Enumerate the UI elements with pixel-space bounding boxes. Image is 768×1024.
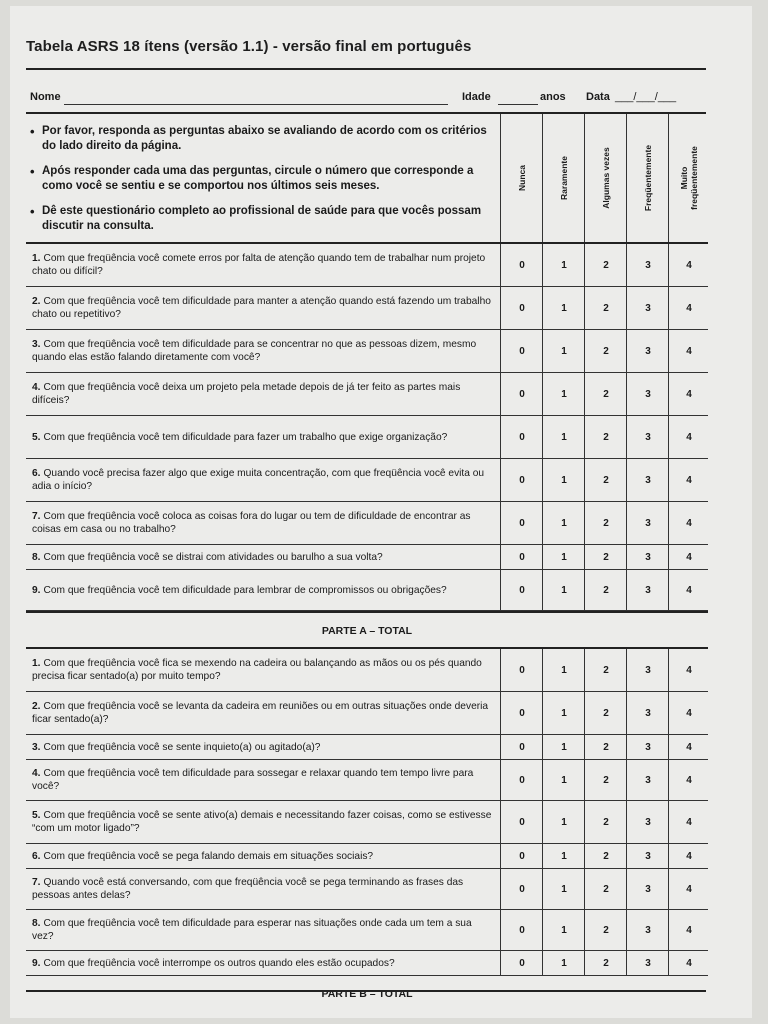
question-number: 5.	[32, 810, 41, 821]
score-option[interactable]: 2	[584, 760, 627, 800]
score-option[interactable]: 4	[668, 416, 709, 458]
score-option[interactable]: 1	[542, 692, 585, 734]
score-option[interactable]: 3	[626, 287, 669, 329]
question-row	[26, 951, 708, 976]
score-option[interactable]: 0	[500, 502, 543, 544]
score-option[interactable]: 3	[626, 373, 669, 415]
name-field[interactable]	[64, 104, 448, 105]
score-option[interactable]: 3	[626, 844, 669, 868]
score-option[interactable]: 2	[584, 570, 627, 610]
score-option[interactable]: 4	[668, 801, 709, 843]
question-number: 9.	[32, 957, 41, 969]
score-option[interactable]: 3	[626, 545, 669, 569]
question-row	[26, 735, 708, 760]
score-option[interactable]: 1	[542, 649, 585, 691]
score-option[interactable]: 1	[542, 951, 585, 975]
score-option[interactable]: 1	[542, 545, 585, 569]
question-text	[32, 459, 494, 501]
score-option[interactable]: 4	[668, 287, 709, 329]
question-number: 6.	[32, 468, 41, 479]
score-option[interactable]: 1	[542, 735, 585, 759]
questionnaire-table	[26, 114, 708, 1010]
score-option[interactable]: 1	[542, 373, 585, 415]
part-a-total: PARTE A – TOTAL	[26, 611, 708, 649]
score-option[interactable]: 2	[584, 459, 627, 501]
score-option[interactable]: 3	[626, 951, 669, 975]
score-option[interactable]: 3	[626, 330, 669, 372]
question-text	[32, 801, 494, 843]
question-label: Com que freqüência você tem dificuldade para fazer um trabalho que exige organização?	[43, 431, 448, 443]
question-text	[32, 760, 494, 800]
score-option[interactable]: 0	[500, 287, 543, 329]
score-option[interactable]: 2	[584, 416, 627, 458]
score-option[interactable]: 2	[584, 502, 627, 544]
score-option[interactable]: 2	[584, 869, 627, 909]
question-text	[32, 287, 494, 329]
question-number: 6.	[32, 850, 41, 862]
question-number: 4.	[32, 382, 41, 393]
score-option[interactable]: 0	[500, 330, 543, 372]
question-row	[26, 373, 708, 416]
score-option[interactable]: 4	[668, 844, 709, 868]
score-option[interactable]: 4	[668, 459, 709, 501]
score-option[interactable]: 3	[626, 416, 669, 458]
question-row	[26, 760, 708, 801]
question-row	[26, 330, 708, 373]
score-option[interactable]: 3	[626, 459, 669, 501]
question-number: 8.	[32, 551, 41, 563]
question-row	[26, 502, 708, 545]
question-text	[32, 373, 494, 415]
score-option[interactable]: 2	[584, 373, 627, 415]
question-number: 1.	[32, 253, 41, 264]
question-label: Com que freqüência você se distrai com atividades ou barulho a sua volta?	[43, 551, 383, 563]
score-option[interactable]: 1	[542, 869, 585, 909]
question-number: 8.	[32, 918, 41, 929]
score-option[interactable]: 0	[500, 801, 543, 843]
score-option[interactable]: 3	[626, 570, 669, 610]
score-option[interactable]: 2	[584, 692, 627, 734]
footer-rule	[26, 990, 706, 992]
question-number: 2.	[32, 701, 41, 712]
score-option[interactable]: 2	[584, 844, 627, 868]
part-b-total: PARTE B – TOTAL	[321, 988, 413, 1000]
part-a-questions	[26, 244, 708, 611]
score-option[interactable]: 0	[500, 735, 543, 759]
instruction-3: • Dê este questionário completo ao profissional de saúde para que vocês possam discutir na consulta.	[30, 204, 502, 234]
table-header	[26, 114, 708, 244]
score-option[interactable]: 2	[584, 649, 627, 691]
question-text	[32, 692, 494, 734]
score-option[interactable]: 3	[626, 244, 669, 286]
score-option[interactable]: 4	[668, 502, 709, 544]
score-option[interactable]: 0	[500, 951, 543, 975]
score-option[interactable]: 1	[542, 244, 585, 286]
score-option[interactable]: 1	[542, 570, 585, 610]
question-label: Com que freqüência você coloca as coisas fora do lugar ou tem de dificuldade de encontrar as coisas em casa ou no trabalho?	[32, 511, 471, 535]
score-option[interactable]: 0	[500, 844, 543, 868]
question-row	[26, 869, 708, 910]
question-label: Com que freqüência você tem dificuldade para se concentrar no que as pessoas dizem, mesmo quando elas estão falando diretamente com você?	[32, 339, 477, 363]
score-option[interactable]: 1	[542, 459, 585, 501]
question-row	[26, 692, 708, 735]
question-text	[32, 570, 494, 610]
date-field[interactable]: ___/___/___	[615, 91, 677, 103]
score-option[interactable]: 3	[626, 801, 669, 843]
score-option[interactable]: 0	[500, 545, 543, 569]
score-option[interactable]: 2	[584, 545, 627, 569]
instruction-1: • Por favor, responda as perguntas abaixo se avaliando de acordo com os critérios do lado direito da página.	[30, 124, 502, 154]
score-option[interactable]: 4	[668, 910, 709, 950]
question-number: 3.	[32, 741, 41, 753]
score-option[interactable]: 4	[668, 869, 709, 909]
question-row	[26, 459, 708, 502]
score-option[interactable]: 0	[500, 570, 543, 610]
question-text	[32, 844, 494, 868]
column-header-nunca: Nunca	[500, 114, 543, 242]
score-option[interactable]: 4	[668, 692, 709, 734]
question-row	[26, 649, 708, 692]
question-number: 4.	[32, 768, 41, 779]
score-option[interactable]: 3	[626, 649, 669, 691]
date-label: Data	[586, 91, 610, 103]
score-option[interactable]: 2	[584, 910, 627, 950]
question-label: Com que freqüência você fica se mexendo na cadeira ou balançando as mãos ou os pés quando precisa ficar sentado(a) por muito tempo?	[32, 658, 482, 682]
question-label: Com que freqüência você se pega falando demais em situações sociais?	[43, 850, 374, 862]
instructions	[26, 114, 498, 242]
score-option[interactable]: 4	[668, 649, 709, 691]
question-label: Com que freqüência você interrompe os outros quando eles estão ocupados?	[43, 957, 395, 969]
score-option[interactable]: 0	[500, 869, 543, 909]
score-option[interactable]: 4	[668, 570, 709, 610]
question-text	[32, 649, 494, 691]
age-label: Idade	[462, 91, 491, 103]
score-option[interactable]: 3	[626, 735, 669, 759]
score-option[interactable]: 0	[500, 459, 543, 501]
score-option[interactable]: 4	[668, 951, 709, 975]
score-option[interactable]: 1	[542, 330, 585, 372]
question-row	[26, 287, 708, 330]
score-option[interactable]: 1	[542, 287, 585, 329]
question-text	[32, 735, 494, 759]
question-label: Com que freqüência você comete erros por falta de atenção quando tem de trabalhar num projeto chato ou difícil?	[32, 253, 486, 277]
age-field[interactable]	[498, 104, 538, 105]
question-number: 7.	[32, 511, 41, 522]
question-text	[32, 869, 494, 909]
score-option[interactable]: 3	[626, 502, 669, 544]
title-rule	[26, 68, 706, 70]
respondent-info-bar	[30, 88, 700, 108]
score-option[interactable]: 2	[584, 801, 627, 843]
question-text	[32, 545, 494, 569]
score-option[interactable]: 4	[668, 545, 709, 569]
question-label: Quando você está conversando, com que freqüência você se pega terminando as frases das pessoas antes delas?	[32, 877, 464, 901]
score-option[interactable]: 2	[584, 287, 627, 329]
score-option[interactable]: 1	[542, 844, 585, 868]
question-label: Quando você precisa fazer algo que exige muita concentração, com que freqüência você evita ou adia o início?	[32, 468, 485, 492]
page-title: Tabela ASRS 18 ítens (versão 1.1) - versão final em português	[26, 38, 472, 55]
score-option[interactable]: 2	[584, 951, 627, 975]
score-option[interactable]: 3	[626, 692, 669, 734]
question-label: Com que freqüência você se sente ativo(a) demais e necessitando fazer coisas, como se estivesse “com um motor ligado”?	[32, 810, 492, 834]
question-row	[26, 570, 708, 611]
question-label: Com que freqüência você se sente inquieto(a) ou agitado(a)?	[43, 741, 321, 753]
question-row	[26, 416, 708, 459]
question-row	[26, 910, 708, 951]
score-option[interactable]: 4	[668, 373, 709, 415]
question-label: Com que freqüência você tem dificuldade para esperar nas situações onde cada um tem a sua vez?	[32, 918, 472, 942]
score-option[interactable]: 2	[584, 244, 627, 286]
score-option[interactable]: 0	[500, 692, 543, 734]
question-text	[32, 910, 494, 950]
score-option[interactable]: 1	[542, 910, 585, 950]
question-number: 7.	[32, 877, 41, 888]
column-header-raramente: Raramente	[542, 114, 585, 242]
question-row	[26, 545, 708, 570]
score-option[interactable]: 4	[668, 760, 709, 800]
question-label: Com que freqüência você deixa um projeto pela metade depois de já ter feito as partes mais difíceis?	[32, 382, 461, 406]
question-text	[32, 244, 494, 286]
score-option[interactable]: 1	[542, 760, 585, 800]
score-option[interactable]: 0	[500, 760, 543, 800]
question-text	[32, 502, 494, 544]
question-row	[26, 844, 708, 869]
score-option[interactable]: 0	[500, 244, 543, 286]
question-number: 3.	[32, 339, 41, 350]
question-row	[26, 801, 708, 844]
score-option[interactable]: 4	[668, 244, 709, 286]
question-label: Com que freqüência você tem dificuldade para manter a atenção quando está fazendo um trabalho chato ou repetitivo?	[32, 296, 491, 320]
score-option[interactable]: 3	[626, 760, 669, 800]
column-header-algumas-vezes: Algumas vezes	[584, 114, 627, 242]
question-label: Com que freqüência você tem dificuldade para lembrar de compromissos ou obrigações?	[43, 584, 447, 596]
question-number: 1.	[32, 658, 41, 669]
score-option[interactable]: 1	[542, 801, 585, 843]
score-option[interactable]: 3	[626, 869, 669, 909]
question-row	[26, 244, 708, 287]
column-header-frequentemente: Freqüentemente	[626, 114, 669, 242]
score-option[interactable]: 2	[584, 330, 627, 372]
question-label: Com que freqüência você tem dificuldade para sossegar e relaxar quando tem tempo livre para você?	[32, 768, 474, 792]
question-text	[32, 330, 494, 372]
score-option[interactable]: 2	[584, 735, 627, 759]
score-option[interactable]: 0	[500, 373, 543, 415]
question-number: 5.	[32, 431, 41, 443]
score-option[interactable]: 1	[542, 416, 585, 458]
column-header-muito-frequentemente: Muito freqüentemente	[668, 114, 709, 242]
instruction-2: • Após responder cada uma das perguntas, circule o número que corresponde a como você se sentiu e se comportou nos últimos seis meses.	[30, 164, 502, 194]
score-option[interactable]: 1	[542, 502, 585, 544]
question-label: Com que freqüência você se levanta da cadeira em reuniões ou em outras situações onde deveria ficar sentado(a)?	[32, 701, 489, 725]
age-unit: anos	[540, 91, 566, 103]
question-text	[32, 416, 494, 458]
question-text	[32, 951, 494, 975]
score-option[interactable]: 0	[500, 910, 543, 950]
score-option[interactable]: 3	[626, 910, 669, 950]
score-option[interactable]: 0	[500, 416, 543, 458]
question-number: 2.	[32, 296, 41, 307]
score-option[interactable]: 4	[668, 330, 709, 372]
part-b-questions	[26, 649, 708, 976]
question-number: 9.	[32, 584, 41, 596]
score-option[interactable]: 4	[668, 735, 709, 759]
score-option[interactable]: 0	[500, 649, 543, 691]
name-label: Nome	[30, 91, 61, 103]
